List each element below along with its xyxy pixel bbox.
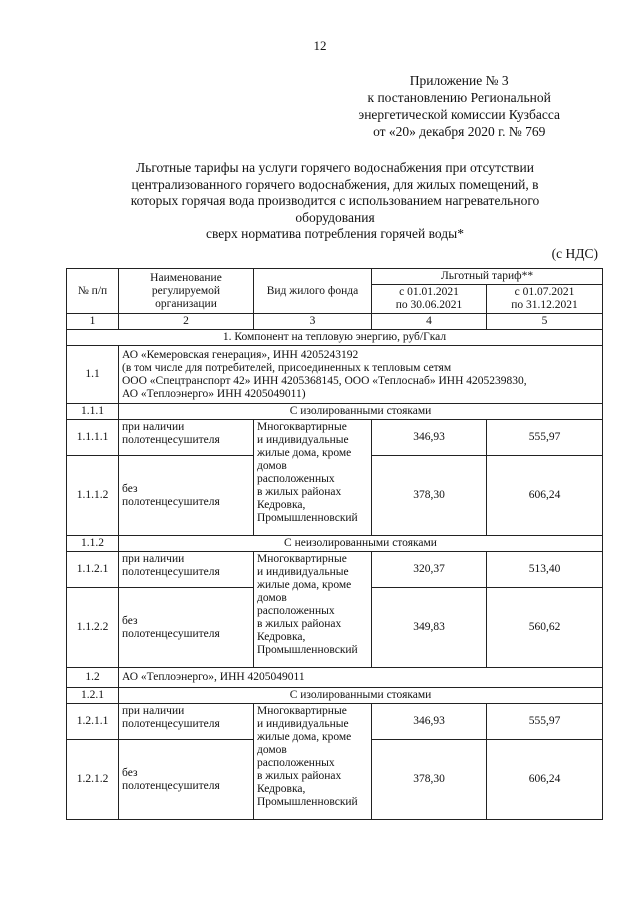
housing-line: и индивидуальные — [257, 718, 349, 730]
org-line: (в том числе для потребителей, присоединенных к тепловым сетям — [122, 361, 452, 374]
housing-line: Промышленновский — [257, 644, 358, 656]
tariff-row — [67, 552, 603, 588]
vat-note: (с НДС) — [551, 246, 598, 261]
housing-type — [254, 420, 372, 536]
period-line: с 01.07.2021 — [514, 286, 575, 298]
cond-line: полотенцесушителя — [122, 779, 220, 792]
housing-line: домов — [257, 592, 287, 604]
org-num: 1.1 — [67, 346, 119, 404]
title-line: Льготные тарифы на услуги горячего водоснабжения при отсутствии — [136, 160, 534, 175]
row-condition — [119, 456, 254, 536]
housing-line: Промышленновский — [257, 796, 358, 808]
cond-line: без — [122, 614, 138, 627]
row-num: 1.2.1.2 — [67, 740, 119, 820]
header-num: № п/п — [67, 269, 119, 314]
housing-line: жилые дома, кроме — [257, 447, 352, 459]
column-numbers-row — [67, 314, 603, 330]
group-label: С неизолированными стояками — [119, 536, 603, 552]
group-label: С изолированными стояками — [119, 404, 603, 420]
housing-line: Кедровка, — [257, 631, 306, 643]
group-num: 1.2.1 — [67, 688, 119, 704]
page-number: 12 — [313, 38, 327, 53]
period-line: по 30.06.2021 — [395, 299, 463, 311]
housing-line: жилые дома, кроме — [257, 731, 352, 743]
housing-line: в жилых районах — [257, 618, 342, 630]
tariff-value-1: 320,37 — [372, 552, 487, 588]
section-label: 1. Компонент на тепловую энергию, руб/Гкал — [67, 330, 603, 346]
row-num: 1.1.1.1 — [67, 420, 119, 456]
cond-line: при наличии — [122, 421, 185, 433]
org-row — [67, 346, 603, 404]
housing-line: Многоквартирные — [257, 553, 347, 565]
housing-line: в жилых районах — [257, 486, 342, 498]
group-label: С изолированными стояками — [119, 688, 603, 704]
tariff-value-2: 513,40 — [487, 552, 603, 588]
housing-line: Кедровка, — [257, 783, 306, 795]
cond-line: полотенцесушителя — [122, 627, 220, 640]
group-row — [67, 536, 603, 552]
org-name — [119, 346, 603, 404]
group-num: 1.1.1 — [67, 404, 119, 420]
header-org-line: Наименование — [150, 271, 222, 284]
housing-line: расположенных — [257, 473, 335, 485]
header-row — [67, 269, 603, 285]
tariff-value-2: 555,97 — [487, 420, 603, 456]
tariff-value-1: 378,30 — [372, 740, 487, 820]
tariff-value-2: 560,62 — [487, 588, 603, 668]
cond-line: полотенцесушителя — [122, 566, 220, 578]
housing-line: расположенных — [257, 605, 335, 617]
cond-line: без — [122, 482, 138, 495]
section-row — [67, 330, 603, 346]
housing-line: в жилых районах — [257, 770, 342, 782]
group-row — [67, 688, 603, 704]
row-condition — [119, 552, 254, 588]
housing-line: Кедровка, — [257, 499, 306, 511]
row-condition — [119, 740, 254, 820]
appendix-block — [358, 72, 560, 140]
cond-line: без — [122, 766, 138, 779]
row-condition — [119, 588, 254, 668]
cond-line: полотенцесушителя — [122, 434, 220, 446]
org-row — [67, 668, 603, 688]
tariff-value-1: 378,30 — [372, 456, 487, 536]
title-line: сверх норматива потребления горячей воды* — [206, 226, 464, 241]
period-line: с 01.01.2021 — [399, 286, 459, 298]
appendix-line: от «20» декабря 2020 г. № 769 — [373, 124, 546, 139]
tariff-value-1: 346,93 — [372, 420, 487, 456]
appendix-line: к постановлению Региональной — [367, 90, 551, 105]
cond-line: при наличии — [122, 553, 185, 565]
tariff-value-2: 555,97 — [487, 704, 603, 740]
housing-line: домов — [257, 460, 287, 472]
tariff-value-2: 606,24 — [487, 456, 603, 536]
row-num: 1.1.2.2 — [67, 588, 119, 668]
header-org-line: регулируемой — [151, 284, 221, 297]
housing-type — [254, 552, 372, 668]
row-num: 1.1.1.2 — [67, 456, 119, 536]
tariff-value-1: 349,83 — [372, 588, 487, 668]
org-line: ООО «Спецтранспорт 42» ИНН 4205368145, ООО «Теплоснаб» ИНН 4205239830, — [122, 374, 527, 387]
document-title — [100, 160, 570, 243]
cond-line: полотенцесушителя — [122, 718, 220, 730]
tariff-row — [67, 420, 603, 456]
header-org-line: организации — [155, 297, 217, 310]
housing-line: Промышленновский — [257, 512, 358, 524]
housing-type — [254, 704, 372, 820]
row-condition — [119, 704, 254, 740]
tariff-table — [66, 268, 603, 820]
header-period-1 — [372, 285, 487, 314]
col-num: 4 — [372, 314, 487, 330]
group-row — [67, 404, 603, 420]
col-num: 5 — [487, 314, 603, 330]
title-line: оборудования — [295, 209, 375, 225]
tariff-row — [67, 704, 603, 740]
cond-line: при наличии — [122, 705, 185, 717]
tariff-value-2: 606,24 — [487, 740, 603, 820]
title-line: централизованного горячего водоснабжения, для жилых помещений, в — [131, 176, 539, 192]
row-num: 1.2.1.1 — [67, 704, 119, 740]
header-tariff: Льготный тариф** — [372, 269, 603, 285]
housing-line: Многоквартирные — [257, 705, 347, 717]
period-line: по 31.12.2021 — [511, 299, 578, 311]
header-fund: Вид жилого фонда — [254, 269, 372, 314]
housing-line: расположенных — [257, 757, 335, 769]
tariff-value-1: 346,93 — [372, 704, 487, 740]
col-num: 1 — [67, 314, 119, 330]
housing-line: и индивидуальные — [257, 434, 349, 446]
row-num: 1.1.2.1 — [67, 552, 119, 588]
org-line: АО «Кемеровская генерация», ИНН 4205243192 — [122, 348, 359, 361]
housing-line: жилые дома, кроме — [257, 579, 352, 591]
header-org — [119, 269, 254, 314]
housing-line: Многоквартирные — [257, 421, 347, 433]
col-num: 2 — [119, 314, 254, 330]
cond-line: полотенцесушителя — [122, 495, 220, 508]
appendix-line: энергетической комиссии Кузбасса — [358, 107, 560, 122]
header-period-2 — [487, 285, 603, 314]
housing-line: домов — [257, 744, 287, 756]
group-num: 1.1.2 — [67, 536, 119, 552]
row-condition — [119, 420, 254, 456]
appendix-line: Приложение № 3 — [409, 73, 509, 88]
org-name: АО «Теплоэнерго», ИНН 4205049011 — [119, 668, 603, 688]
org-line: АО «Теплоэнерго» ИНН 4205049011) — [122, 387, 306, 400]
col-num: 3 — [254, 314, 372, 330]
org-num: 1.2 — [67, 668, 119, 688]
title-line: которых горячая вода производится с использованием нагревательного — [130, 193, 540, 208]
housing-line: и индивидуальные — [257, 566, 349, 578]
